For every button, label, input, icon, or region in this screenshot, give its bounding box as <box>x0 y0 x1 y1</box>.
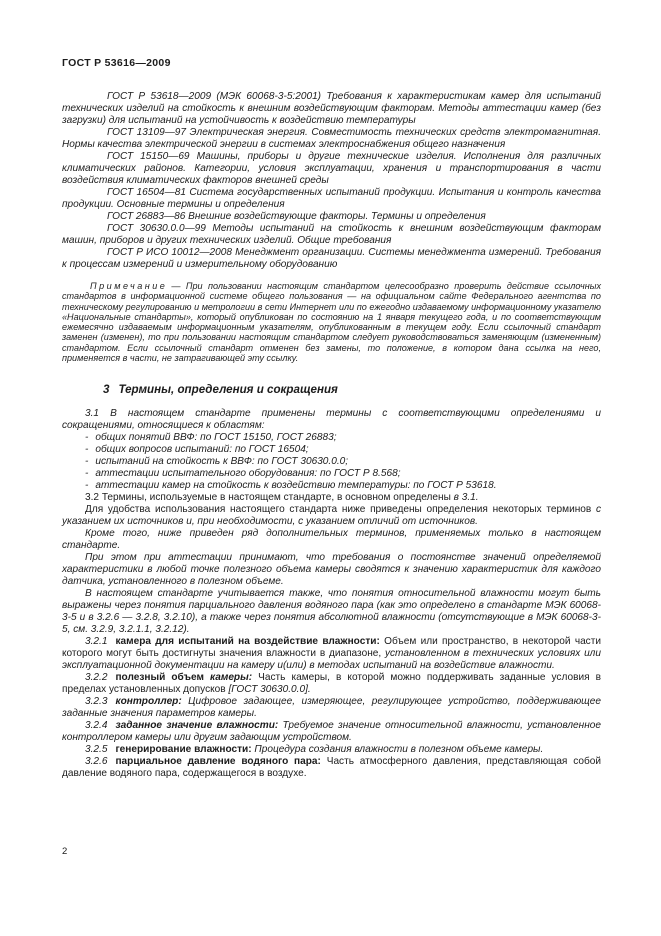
list-item-text: аттестации испытательного оборудования: по ГОСТ Р 8.568; <box>95 468 401 480</box>
note-label: Примечание <box>90 281 168 291</box>
term-def-italic: установленном в технических условиях или эксплуатационной документации на камеру и(или) в методах испытаний на воздействие влажности. <box>62 648 601 672</box>
reference-paragraph: ГОСТ Р ИСО 10012—2008 Менеджмент организации. Системы менеджмента измерений. Требования к процессам измерений и измерительному оборудованию <box>62 247 601 270</box>
term-number: 3.2.5 <box>85 744 108 756</box>
paragraph-text-italic: Кроме того, ниже приведен ряд дополнительных терминов, применяемых только в настоящем стандарте. <box>62 528 601 552</box>
section-heading <box>62 383 601 396</box>
list-item-text: общих понятий ВВФ: по ГОСТ 15150, ГОСТ 26883; <box>95 432 337 444</box>
paragraph-text: Для удобства использования настоящего стандарта ниже приведены определения некоторых терминов <box>85 504 596 516</box>
bullet-dash: - <box>85 456 89 468</box>
list-item <box>85 432 601 444</box>
clause-paragraph <box>62 492 601 504</box>
clause-paragraph <box>62 504 601 528</box>
list-item-text: аттестации камер на стойкость к воздействию температуры: по ГОСТ Р 53618. <box>95 480 497 492</box>
term-def: Объем или пространство, в некоторой части которого могут быть достигнуты значения влажности в диапазоне, <box>62 636 601 660</box>
term-def-italic: Процедура создания влажности в полезном объеме камеры. <box>254 744 544 756</box>
list-item-text: общих вопросов испытаний: по ГОСТ 16504; <box>95 444 309 456</box>
list-item <box>85 444 601 456</box>
term-number: 3.2.4 <box>85 720 108 732</box>
term-definition <box>62 720 601 744</box>
term-definition <box>62 756 601 780</box>
reference-paragraph: ГОСТ 26883—86 Внешние воздействующие факторы. Термины и определения <box>107 211 486 222</box>
reference-paragraph: ГОСТ 16504—81 Система государственных испытаний продукции. Испытания и контроль качества продукции. Основные термины и определения <box>62 187 601 210</box>
term-name-italic: контроллер: <box>115 696 189 708</box>
term-def: Часть атмосферного давления, представляющая собой давление водяного пара, содержащегося в воздухе. <box>62 756 602 780</box>
paragraph-text-italic: с указанием их источников и, при необходимости, с указанием отличий от источников. <box>62 504 601 528</box>
term-definition <box>62 744 601 756</box>
note-paragraph <box>62 281 601 363</box>
term-def: Часть камеры, в которой можно поддерживать заданные условия в пределах установленных допусков <box>62 672 601 696</box>
running-header: ГОСТ Р 53616—2009 <box>62 57 171 69</box>
reference-paragraph: ГОСТ 13109—97 Электрическая энергия. Совместимость технических средств электромагнитная. Нормы качества электрической энергии в системах электроснабжения общего назначения <box>62 127 601 150</box>
list-item-text: испытаний на стойкость к ВВФ: по ГОСТ 30630.0.0; <box>95 456 349 468</box>
clause-paragraph <box>62 588 601 636</box>
list-item <box>85 468 601 480</box>
term-definition <box>62 672 601 696</box>
section-title: Термины, определения и сокращения <box>118 383 338 397</box>
term-def-italic: Требуемое значение относительной влажности, установленное контроллером камеры или другим задающим устройством. <box>62 720 601 744</box>
list-item <box>85 480 601 492</box>
term-name: камера для испытаний на воздействие влажности: <box>115 636 385 648</box>
term-name: генерирование влажности: <box>115 744 255 756</box>
term-name: полезный объем <box>115 672 210 684</box>
term-number: 3.2.6 <box>85 756 108 768</box>
reference-paragraph: ГОСТ 15150—69 Машины, приборы и другие технические изделия. Исполнения для различных климатических районов. Категории, условия эксплуатации, хранения и транспортирования в части воздействия климатических факторов внешней среды <box>62 151 601 186</box>
term-number: 3.2.1 <box>85 636 108 648</box>
bullet-dash: - <box>85 480 89 492</box>
term-definition <box>62 696 601 720</box>
term-number: 3.2.2 <box>85 672 108 684</box>
paragraph-text: 3.2 Термины, используемые в настоящем стандарте, в основном определены <box>85 492 454 504</box>
term-name-italic: камеры: <box>210 672 259 684</box>
paragraph-text-italic: В настоящем стандарте учитывается также, что понятия относительной влажности могут быть выражены через понятия парциального давления водяного пара (как это определено в стандарте МЭК 60068-3-5 и в 3.2.6 — 3.2.8, 3.2.10), а также через понятия абсолютной влажности (отсутствующие в МЭК 60068-3-5, см. 3.2.9, 3.2.1.1, 3.2.12). <box>62 588 601 636</box>
list-item <box>85 456 601 468</box>
clause-paragraph <box>62 528 601 552</box>
term-def-italic: [ГОСТ 30630.0.0]. <box>228 684 311 696</box>
section-number: 3 <box>103 383 110 397</box>
term-number: 3.2.3 <box>85 696 108 708</box>
term-name-italic: заданное значение влажности: <box>115 720 283 732</box>
paragraph-text-italic: При этом при аттестации принимают, что требования о постоянстве значений определяемой характеристики в любой точке полезного объема камеры сводятся к значению характеристик для каждого датчика, установленного в полезном объеме. <box>62 552 601 588</box>
note-text: — При пользовании настоящим стандартом целесообразно проверить действие ссылочных стандартов в информационной системе общего пользования — на официальном сайте Федерального агентства по техническому регулированию и метрологии в сети Интернет или по ежегодно издаваемому информационному указателю «Национальные стандарты», который опубликован по состоянию на 1 января текущего года, и по соответствующим ежемесячно издаваемым информационным указателям, опубликованным в текущем году. Если ссылочный стандарт заменен (изменен), то при пользовании настоящим стандартом следует руководствоваться заменяющим (измененным) стандартом. Если ссылочный стандарт отменен без замены, то положение, в котором дана ссылка на него, применяется в части, не затрагивающей эту ссылку. <box>62 281 601 364</box>
bullet-dash: - <box>85 468 89 480</box>
bullet-dash: - <box>85 432 89 444</box>
clause-3-1-intro: 3.1 В настоящем стандарте применены термины с соответствующими определениями и сокращениями, относящиеся к областям: <box>62 408 601 432</box>
term-definition <box>62 636 601 672</box>
page-content <box>62 91 601 780</box>
term-def-italic: Цифровое задающее, измеряющее, регулирующее устройство, поддерживающее заданные значения параметров камеры. <box>62 696 601 720</box>
paragraph-text-italic: в 3.1. <box>453 492 479 504</box>
clause-paragraph <box>62 552 601 588</box>
term-name: парциальное давление водяного пара: <box>115 756 327 768</box>
page-number: 2 <box>62 846 68 857</box>
bullet-dash: - <box>85 444 89 456</box>
reference-paragraph: ГОСТ 30630.0.0—99 Методы испытаний на стойкость к внешним воздействующим факторам машин, приборов и других технических изделий. Общие требования <box>62 223 601 246</box>
reference-paragraph: ГОСТ Р 53618—2009 (МЭК 60068-3-5:2001) Требования к характеристикам камер для испытаний технических изделий на стойкость к внешним воздействующим факторам. Методы аттестации камер (без загрузки) для испытаний на устойчивость к воздействию температуры <box>62 91 601 126</box>
